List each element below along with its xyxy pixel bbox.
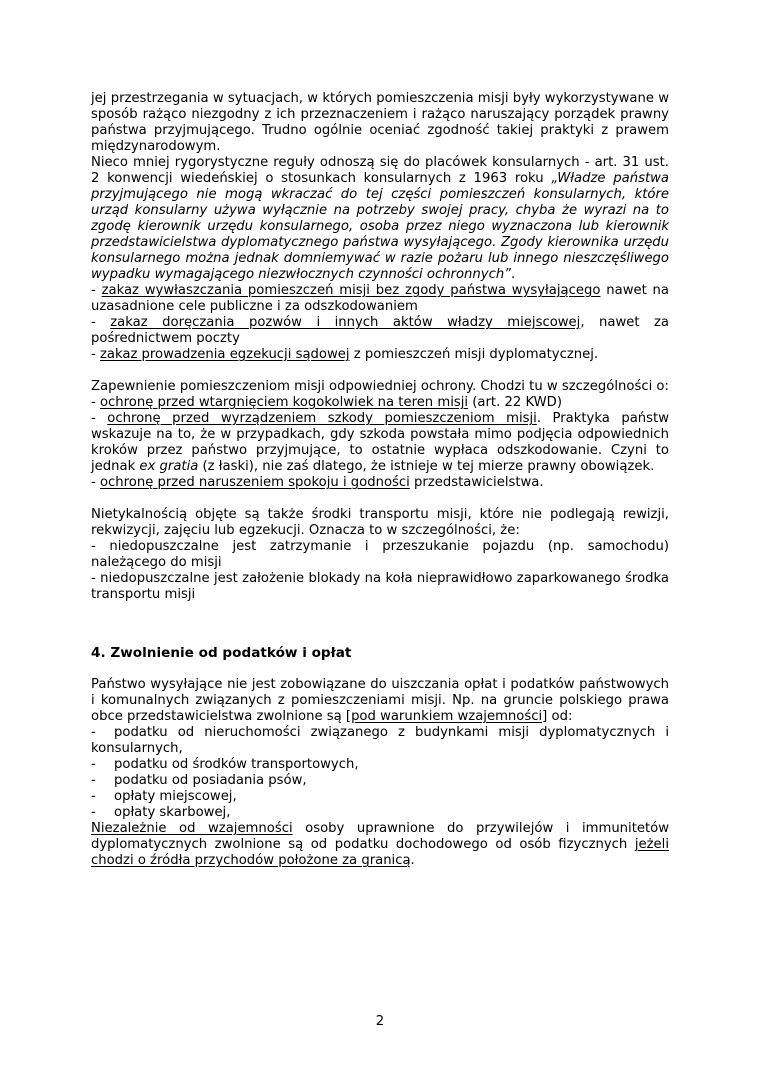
consular-intro-text: Nieco mniej rygorystyczne reguły odnoszą się do placówek konsularnych - art. 31 ust. 2 konwencji wiedeńskiej o stosunkach konsularnych z 1963 roku — [91, 155, 669, 186]
paragraph-tax-exemption: Państwo wysyłające nie jest zobowiązane do uiszczania opłat i podatków państwowych i komunalnych związanych z pomieszczeniami misji. Np. na gruncie polskiego prawa obce przedstawicielstwa zwolnione są [pod warunkiem wzajemności] od: — [91, 677, 669, 724]
dignity-protection-link[interactable]: ochronę przed naruszeniem spokoju i godności — [99, 475, 410, 490]
list-item-service-ban: - zakaz doręczania pozwów i innych aktów władzy miejscowej, nawet za pośrednictwem poczty — [91, 315, 669, 346]
paragraph-income-tax: Niezależnie od wzajemności osoby uprawnione do przywilejów i immunitetów dyplomatycznych zwolnione są od podatku dochodowego od osób fizycznych jeżeli chodzi o źródła przychodów położone za granicą. — [91, 821, 670, 868]
section-heading: 4. Zwolnienie od podatków i opłat — [91, 645, 352, 661]
service-ban-link[interactable]: zakaz doręczania pozwów i innych aktów władzy miejscowej — [110, 315, 581, 330]
list-item-wheel-clamp: - niedopuszczalne jest założenie blokady na koła nieprawidłowo zaparkowanego środka transportu misji — [91, 571, 669, 602]
list-item-vehicle-search: - niedopuszczalne jest zatrzymanie i przeszukanie pojazdu (np. samochodu) należącego do misji — [91, 539, 669, 570]
paragraph-consular-premises — [91, 155, 669, 283]
list-item-dignity-protection: - ochronę przed naruszeniem spokoju i godności przedstawicielstwa. — [91, 475, 544, 490]
paragraph-immunity-practice: jej przestrzegania w sytuacjach, w których pomieszczenia misji były wykorzystywane w sposób rażąco niezgodny z ich przeznaczeniem i rażąco naruszający porządek prawny państwa przyjmującego. Trudno ogólnie oceniać zgodność takiej praktyki z prawem międzynarodowym. — [91, 91, 669, 154]
tax-list-item: - opłaty skarbowej, — [91, 805, 231, 820]
tax-list-item: - podatku od posiadania psów, — [91, 773, 307, 788]
page-number: 2 — [375, 1014, 385, 1029]
consular-quote-end: . — [511, 267, 516, 282]
list-item-enforcement-ban: - zakaz prowadzenia egzekucji sądowej z pomieszczeń misji dyplomatycznej. — [91, 347, 599, 362]
tax-list-item: - podatku od nieruchomości związanego z budynkami misji dyplomatycznych i konsularnych, — [91, 725, 669, 756]
expropriation-ban-link[interactable]: zakaz wywłaszczania pomieszczeń misji bez zgody państwa wysyłającego — [101, 283, 601, 298]
list-item-damage-protection: - ochronę przed wyrządzeniem szkody pomieszczeniom misji. Praktyka państw wskazuje na to, że w przypadkach, gdy szkoda powstała mimo podjęcia odpowiednich kroków przez państwo przyjmujące, to ostatnie wypłaca odszkodowanie. Czyni to jednak ex gratia (z łaski), nie zaś dlatego, że istnieje w tej mierze prawny obowiązek. — [91, 411, 669, 474]
ex-gratia-term: ex gratia — [139, 459, 199, 474]
regardless-reciprocity-link[interactable]: Niezależnie od wzajemności — [91, 821, 293, 836]
damage-protection-link[interactable]: ochronę przed wyrządzeniem szkody pomieszczeniom misji — [107, 411, 537, 426]
list-item-intrusion-protection: - ochronę przed wtargnięciem kogokolwiek na teren misji (art. 22 KWD) — [91, 395, 562, 410]
intrusion-protection-link[interactable]: ochronę przed wtargnięciem kogokolwiek na teren misji — [99, 395, 469, 410]
tax-list-item: - podatku od środków transportowych, — [91, 757, 359, 772]
list-item-expropriation-ban: - zakaz wywłaszczania pomieszczeń misji bez zgody państwa wysyłającego nawet na uzasadnione cele publiczne i za odszkodowaniem — [91, 283, 670, 314]
tax-list-item: - opłaty miejscowej, — [91, 789, 237, 804]
consular-convention-quote: „Władze państwa przyjmującego nie mogą wkraczać do tej części pomieszczeń konsularnych, które urząd konsularny używa wyłącznie na potrzeby swojej pracy, chyba że wyrazi na to zgodę kierownik urzędu konsularnego, osoba przez niego wyznaczona lub kierownik przedstawicielstwa dyplomatycznego państwa wysyłającego. Zgody kierownika urzędu konsularnego można jednak domniemywać w razie pożaru lub innego nieszczęśliwego wypadku wymagającego niezwłocznych czynności ochronnych” — [91, 171, 669, 282]
reciprocity-condition-link[interactable]: pod warunkiem wzajemności — [351, 709, 543, 724]
paragraph-transport-inviolability: Nietykalnością objęte są także środki transportu misji, które nie podlegają rewizji, rekwizycji, zajęciu lub egzekucji. Oznacza to w szczególności, że: — [91, 507, 669, 538]
foreign-income-link[interactable]: jeżeli chodzi o źródła przychodów położone za granicą — [91, 837, 669, 868]
enforcement-ban-link[interactable]: zakaz prowadzenia egzekucji sądowej — [99, 347, 350, 362]
document-page — [91, 91, 669, 869]
paragraph-protection-intro: Zapewnienie pomieszczeniom misji odpowiedniej ochrony. Chodzi tu w szczególności o: — [91, 379, 669, 394]
